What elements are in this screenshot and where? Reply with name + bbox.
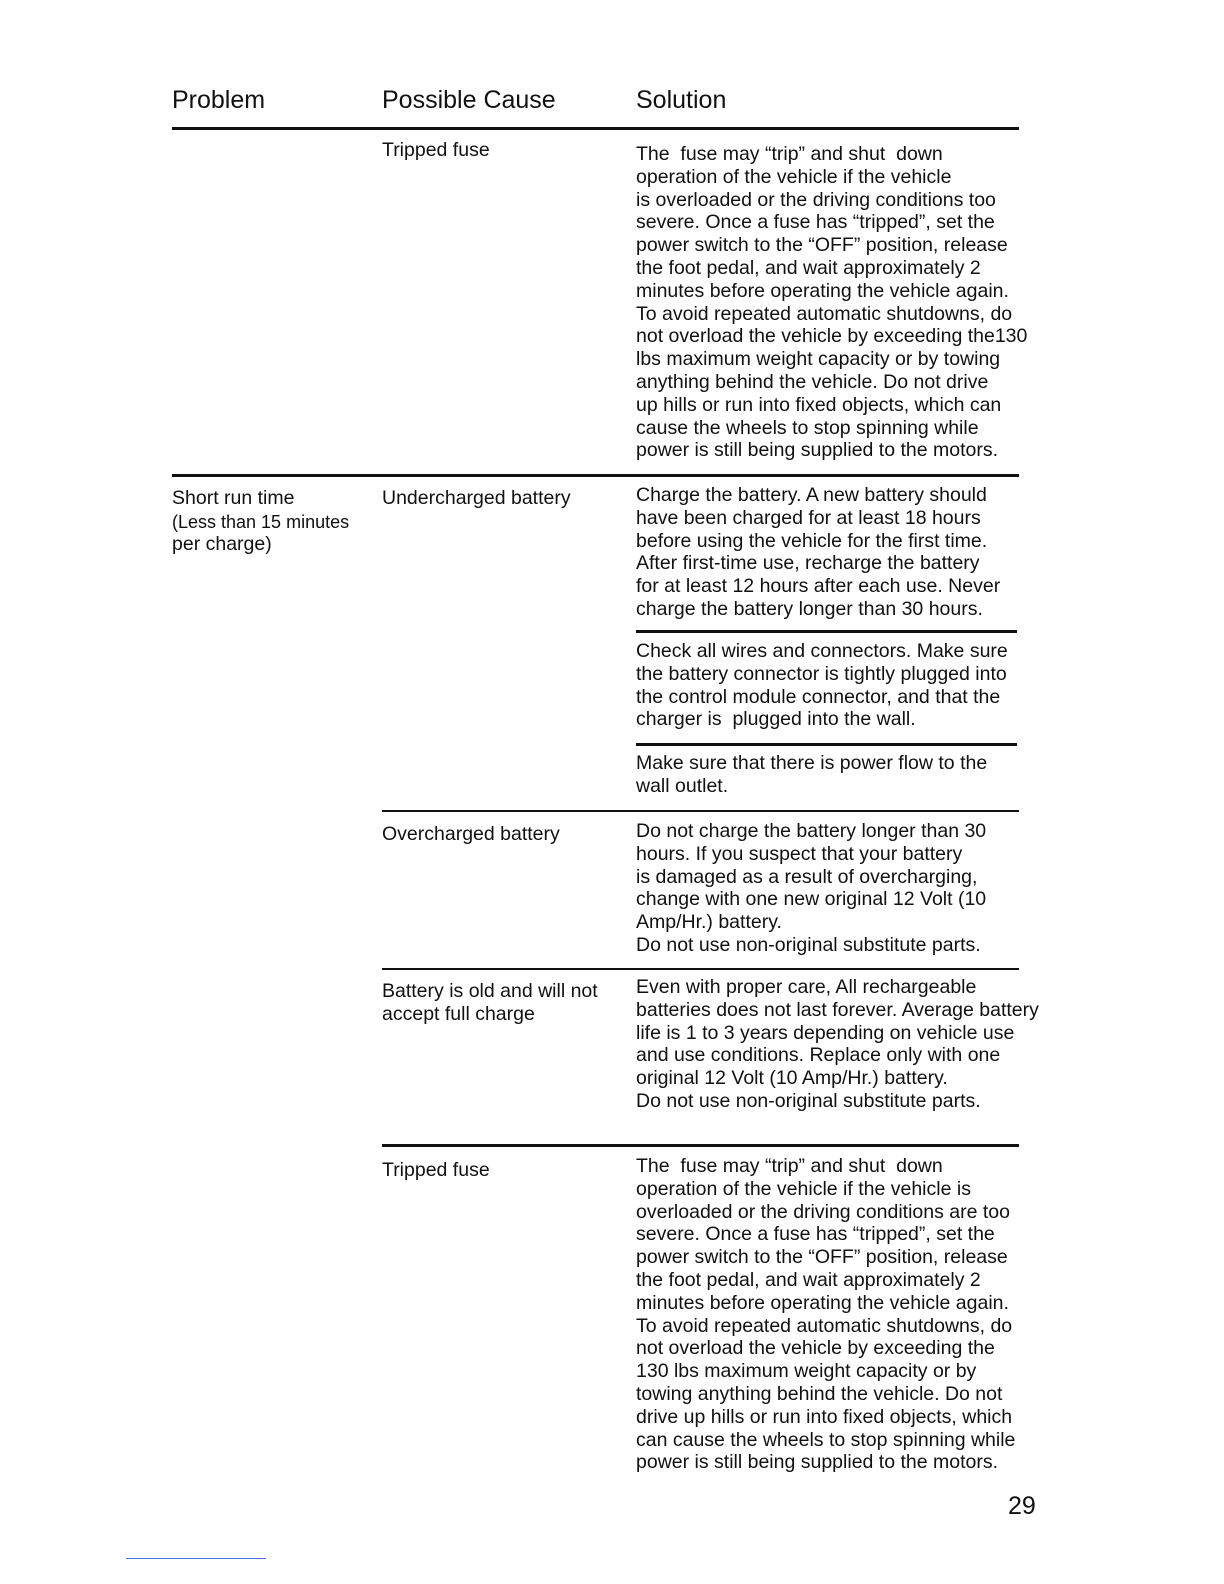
solution-line: before using the vehicle for the first time. xyxy=(636,529,988,552)
cause-old-battery-line1: Battery is old and will not xyxy=(382,980,598,1002)
header-solution: Solution xyxy=(636,86,727,114)
solution-line: for at least 12 hours after each use. Never xyxy=(636,575,1001,598)
solution-line: wall outlet. xyxy=(636,774,729,797)
solution-line: power is still being supplied to the motors. xyxy=(636,439,999,462)
solution-line: power is still being supplied to the motors. xyxy=(636,1451,999,1474)
solution-line: Check all wires and connectors. Make sure xyxy=(636,640,1008,662)
solution-line: Even with proper care, All rechargeable xyxy=(636,976,977,998)
solution-line: not overload the vehicle by exceeding the xyxy=(636,1337,995,1360)
solution-line: overloaded or the driving conditions are too xyxy=(636,1200,1010,1223)
solution-line: cause the wheels to stop spinning while xyxy=(636,416,979,439)
solution-line: Do not charge the battery longer than 30 xyxy=(636,820,987,842)
solution-line: minutes before operating the vehicle again. xyxy=(636,1291,1009,1314)
solution-undercharged-charge xyxy=(636,484,1000,621)
cause-old-battery-line2: accept full charge xyxy=(382,1003,535,1025)
solution-line: and use conditions. Replace only with one xyxy=(636,1044,1001,1067)
header-problem: Problem xyxy=(172,86,266,114)
solution-line: severe. Once a fuse has “tripped”, set the xyxy=(636,1223,995,1246)
solution-overcharged xyxy=(636,820,986,957)
solution-line: power switch to the “OFF” position, release xyxy=(636,234,1008,257)
solution-line: severe. Once a fuse has “tripped”, set the xyxy=(636,211,995,234)
solution-line: Charge the battery. A new battery should xyxy=(636,484,987,506)
solution-line: change with one new original 12 Volt (10 xyxy=(636,888,987,911)
solution-line: To avoid repeated automatic shutdowns, do xyxy=(636,1314,1013,1337)
solution-line: Make sure that there is power flow to the xyxy=(636,752,988,774)
row-divider xyxy=(382,1144,1019,1147)
solution-line: lbs maximum weight capacity or by towing xyxy=(636,348,1001,371)
solution-line: operation of the vehicle if the vehicle xyxy=(636,165,952,188)
solution-line: minutes before operating the vehicle again. xyxy=(636,279,1009,302)
page-number: 29 xyxy=(1008,1492,1036,1520)
solution-line: Amp/Hr.) battery. xyxy=(636,911,782,934)
problem-detail: (Less than 15 minutes xyxy=(172,512,350,532)
solution-line: Do not use non-original substitute parts. xyxy=(636,933,981,956)
solution-line: is damaged as a result of overcharging, xyxy=(636,865,978,888)
solution-line: charge the battery longer than 30 hours. xyxy=(636,597,983,620)
solution-old-battery xyxy=(636,976,1039,1113)
solution-line: The fuse may “trip” and shut down xyxy=(636,1155,943,1177)
solution-line: power switch to the “OFF” position, release xyxy=(636,1246,1008,1269)
cause-undercharged-battery: Undercharged battery xyxy=(382,487,571,509)
solution-line: the foot pedal, and wait approximately 2 xyxy=(636,1268,981,1291)
solution-line: is overloaded or the driving conditions too xyxy=(636,188,996,211)
header-possible-cause: Possible Cause xyxy=(382,86,556,114)
solution-undercharged-outlet xyxy=(636,752,987,798)
row-divider xyxy=(382,810,1019,812)
solution-line: The fuse may “trip” and shut down xyxy=(636,143,943,165)
solution-line: the foot pedal, and wait approximately 2 xyxy=(636,256,981,279)
solution-line: towing anything behind the vehicle. Do not xyxy=(636,1382,1003,1405)
solution-line: operation of the vehicle if the vehicle is xyxy=(636,1177,971,1200)
solution-line: Do not use non-original substitute parts. xyxy=(636,1089,981,1112)
solution-line: batteries does not last forever. Average battery xyxy=(636,998,1039,1021)
footer-line xyxy=(126,1558,266,1559)
sub-divider xyxy=(636,743,1017,746)
problem-short-run-time: Short run time xyxy=(172,487,295,509)
solution-line: original 12 Volt (10 Amp/Hr.) battery. xyxy=(636,1067,948,1090)
sub-divider xyxy=(636,630,1017,633)
solution-line: charger is plugged into the wall. xyxy=(636,708,916,731)
solution-line: After first-time use, recharge the battery xyxy=(636,552,980,575)
header-divider xyxy=(172,127,1019,130)
problem-detail-2: per charge) xyxy=(172,533,272,555)
solution-line: can cause the wheels to stop spinning while xyxy=(636,1428,1016,1451)
solution-line: up hills or run into fixed objects, which can xyxy=(636,393,1002,416)
solution-line: the battery connector is tightly plugged into xyxy=(636,662,1007,685)
solution-tripped-fuse-2 xyxy=(636,1155,1015,1474)
cause-tripped-fuse-2: Tripped fuse xyxy=(382,1159,490,1181)
solution-tripped-fuse-1 xyxy=(636,143,1027,462)
solution-line: anything behind the vehicle. Do not drive xyxy=(636,370,989,393)
solution-line: life is 1 to 3 years depending on vehicle use xyxy=(636,1021,1015,1044)
solution-line: not overload the vehicle by exceeding the130 xyxy=(636,325,1028,348)
cause-tripped-fuse-1: Tripped fuse xyxy=(382,139,490,161)
solution-line: To avoid repeated automatic shutdowns, do xyxy=(636,302,1013,325)
solution-line: have been charged for at least 18 hours xyxy=(636,506,981,529)
solution-line: hours. If you suspect that your battery xyxy=(636,842,963,865)
solution-line: drive up hills or run into fixed objects, which xyxy=(636,1405,1013,1428)
solution-line: 130 lbs maximum weight capacity or by xyxy=(636,1360,977,1383)
cause-overcharged-battery: Overcharged battery xyxy=(382,823,560,845)
row-divider xyxy=(172,474,1019,477)
solution-line: the control module connector, and that the xyxy=(636,685,1001,708)
solution-undercharged-wires xyxy=(636,640,1008,731)
row-divider xyxy=(382,968,1019,970)
